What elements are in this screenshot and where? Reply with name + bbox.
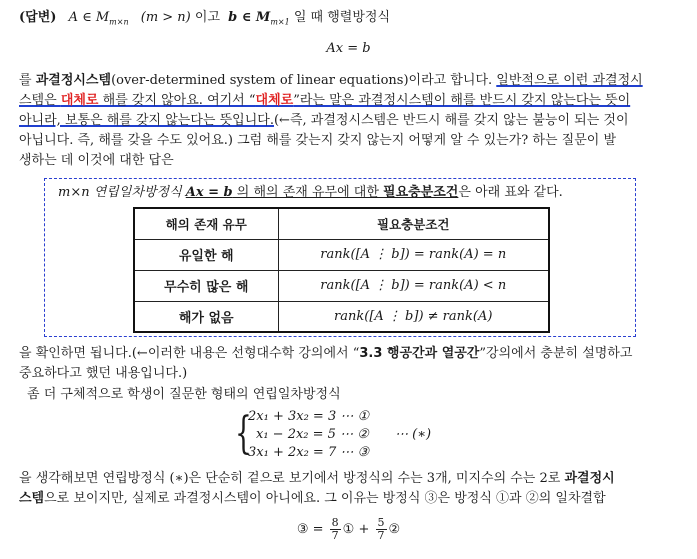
cond-text: 이고 — [194, 10, 221, 25]
final-mid: ① + — [342, 522, 370, 537]
final-lhs: ③ = — [296, 522, 324, 537]
header-line — [19, 9, 390, 32]
equation-system — [248, 408, 369, 462]
highlight-red: 대체로 — [255, 93, 294, 108]
p3-text: 으로 보이지만, 실제로 과결정시스템이 아니에요. 그 이유는 방정식 ③은 방정식 ①과 ②의 일차결합 — [44, 491, 606, 506]
cond-mn: (m > n) — [140, 10, 191, 25]
table-row — [134, 301, 549, 332]
table-cell: rank([A ⋮ b]) = rank(A) = n — [278, 239, 549, 270]
p1-text: 스템은 — [19, 93, 61, 108]
term-overdetermined: 과결정시스템 — [35, 73, 112, 88]
p1-text: ”라는 말은 과결정시스템이 해를 반드시 갖지 않는다는 뜻이 — [293, 93, 631, 108]
frac-num: 8 — [331, 516, 339, 529]
cond-tail: 일 때 행렬방정식 — [293, 10, 391, 25]
box-text: 의 해의 존재 유무에 대한 — [232, 185, 384, 200]
cond-b-sub: m×1 — [270, 17, 290, 27]
box-eq: Ax = b — [185, 185, 233, 200]
table-cell: 해가 없음 — [134, 301, 278, 332]
p1-text: 를 — [19, 73, 36, 88]
table-header: 필요충분조건 — [278, 208, 549, 239]
answer-label: (답변) — [19, 10, 57, 25]
underlined-text: 일반적으로 이런 과결정시 — [496, 73, 643, 88]
table-header: 해의 존재 유무 — [134, 208, 278, 239]
main-equation: Ax = b — [326, 41, 371, 56]
table-cell: rank([A ⋮ b]) = rank(A) < n — [278, 270, 549, 301]
box-text: 은 아래 표와 같다. — [458, 185, 563, 200]
para1-line3 — [19, 112, 629, 130]
final-end: ② — [388, 522, 401, 537]
term-bold: 스템 — [19, 491, 45, 506]
para1-line2 — [19, 92, 630, 110]
table-header-row — [134, 208, 549, 239]
para1-line4: 아닙니다. 즉, 해를 갖을 수도 있어요.) 그럼 해를 갖는지 갖지 않는지 어떻게 알 수 있는가? 하는 질문이 발 — [19, 133, 617, 148]
p2-text: 을 확인하면 됩니다.(←이러한 내용은 선형대수학 강의에서 “ — [19, 346, 360, 361]
p1-text: (←즉, 과결정시스템은 반드시 해를 갖지 않는 불능이 되는 것이 — [273, 113, 629, 128]
term-bold: 과결정시 — [564, 471, 615, 486]
para3-line1 — [19, 470, 615, 488]
p1-text: (over-determined system of linear equations)이라고 합니다. — [111, 73, 497, 88]
para2-line1 — [19, 345, 632, 363]
underlined-text — [19, 93, 630, 108]
system-eq1: 2x₁ + 3x₂ = 3 ⋯ ① — [248, 409, 370, 424]
fraction-2 — [376, 517, 387, 542]
system-eq3: 3x₁ + 2x₂ = 7 ⋯ ③ — [248, 445, 370, 460]
para3-line2 — [19, 490, 606, 508]
para2-line2: 중요하다고 했던 내용입니다.) — [19, 366, 188, 381]
fraction-1 — [330, 517, 341, 542]
box-text: m×n 연립일차방정식 — [58, 185, 186, 200]
table-cell: 유일한 해 — [134, 239, 278, 270]
para1-line1 — [19, 72, 643, 90]
p2-text: ”강의에서 충분히 설명하고 — [479, 346, 633, 361]
table-cell: rank([A ⋮ b]) ≠ rank(A) — [278, 301, 549, 332]
system-eq2: x₁ − 2x₂ = 5 ⋯ ② — [256, 427, 369, 442]
cond-a-sub: m×n — [109, 17, 129, 27]
lecture-ref: 3.3 행공간과 열공간 — [359, 346, 480, 361]
cond-a: A ∈ M — [68, 10, 110, 25]
p1-text: 해를 갖지 않아요. 여기서 “ — [98, 93, 256, 108]
table-row — [134, 270, 549, 301]
frac-num: 5 — [377, 516, 385, 529]
highlight-red: 대체로 — [60, 93, 99, 108]
left-brace: { — [235, 408, 252, 459]
box-intro — [58, 184, 563, 202]
para2-line3: 좀 더 구체적으로 학생이 질문한 형태의 연립일차방정식 — [27, 387, 341, 402]
table-row — [134, 239, 549, 270]
cond-b: b ∈ M — [228, 10, 271, 25]
frac-den: 7 — [377, 529, 385, 542]
table-cell: 무수히 많은 해 — [134, 270, 278, 301]
condition-table — [133, 207, 550, 333]
underlined-text: 아니라, 보통은 해를 갖지 않는다는 뜻입니다. — [19, 113, 274, 128]
frac-den: 7 — [331, 529, 339, 542]
box-bold: 필요충분조건 — [383, 185, 459, 200]
p3-text: 을 생각해보면 연립방정식 (∗)은 단순히 겉으로 보기에서 방정식의 수는 3개, 미지수의 수는 2로 — [19, 471, 565, 486]
system-tag: ⋯ (∗) — [395, 427, 432, 442]
para1-line5: 생하는 데 이것에 대한 답은 — [19, 153, 174, 168]
final-equation — [0, 515, 697, 545]
